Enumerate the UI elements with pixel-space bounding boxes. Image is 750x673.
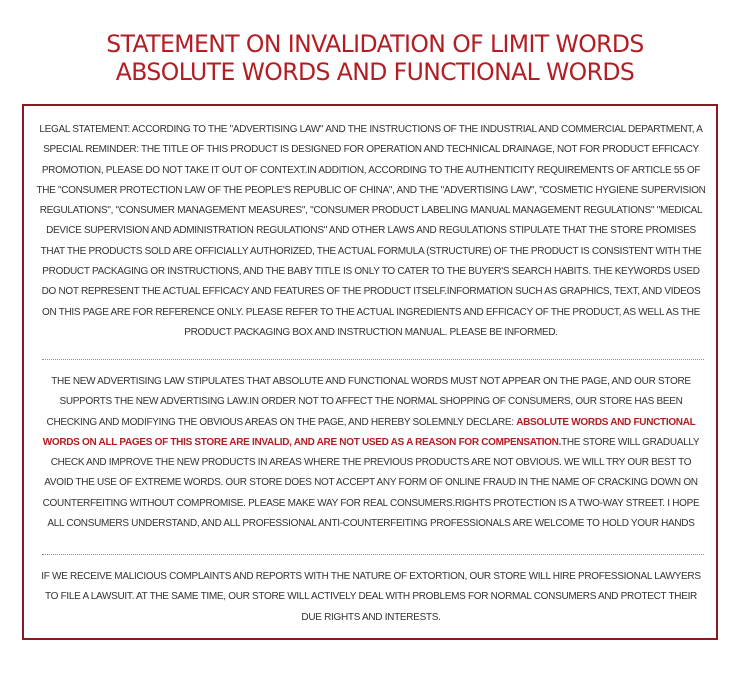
dotted-divider <box>42 359 704 360</box>
page-title-line-1: STATEMENT ON INVALIDATION OF LIMIT WORDS <box>106 30 644 58</box>
page-title-line-2: ABSOLUTE WORDS AND FUNCTIONAL WORDS <box>115 58 635 86</box>
page-title <box>8 30 743 86</box>
dotted-divider <box>42 554 704 555</box>
advertising-law-paragraph <box>36 372 706 534</box>
advertising-law-text-end: THE STORE WILL GRADUALLY CHECK AND IMPROVE THE NEW PRODUCTS IN AREAS WHERE THE PREVIOUS PRODUCTS ARE NOT OBVIOUS. WE WILL TRY OUR BEST TO AVOID THE USE OF EXTREME WORDS. OUR STORE DOES NOT ACCEPT ANY FORM OF ONLINE FRAUD IN THE NAME OF CRACKING DOWN ON COUNTERFEITING WITHOUT COMPROMISE. PLEASE MAKE WAY FOR REAL CONSUMERS.RIGHTS PROTECTION IS A TWO-WAY STREET. I HOPE ALL CONSUMERS UNDERSTAND, AND ALL PROFESSIONAL ANTI-COUNTERFEITING PROFESSIONALS ARE WELCOME TO HOLD YOUR HANDS <box>42 436 700 530</box>
statement-box <box>22 104 718 640</box>
malicious-complaints-paragraph: IF WE RECEIVE MALICIOUS COMPLAINTS AND REPORTS WITH THE NATURE OF EXTORTION, OUR STORE WILL HIRE PROFESSIONAL LAWYERS TO FILE A LAWSUIT. AT THE SAME TIME, OUR STORE WILL ACTIVELY DEAL WITH PROBLEMS FOR NORMAL CONSUMERS AND PROTECT THEIR DUE RIGHTS AND INTERESTS. <box>41 571 701 623</box>
invalid-words-highlight: ABSOLUTE WORDS AND FUNCTIONAL WORDS ON ALL PAGES OF THIS STORE ARE INVALID, AND ARE NOT USED AS A REASON FOR COMPENSATION. <box>42 416 696 448</box>
advertising-law-text-start: THE NEW ADVERTISING LAW STIPULATES THAT ABSOLUTE AND FUNCTIONAL WORDS MUST NOT APPEAR ON THE PAGE, AND OUR STORE SUPPORTS THE NEW ADVERTISING LAW.IN ORDER NOT TO AFFECT THE NORMAL SHOPPING OF CONSUMERS, OUR STORE HAS BEEN CHECKING AND MODIFYING THE OBVIOUS AREAS ON THE PAGE, AND HEREBY SOLEMNLY DECLARE: <box>46 376 691 428</box>
legal-statement-paragraph: LEGAL STATEMENT: ACCORDING TO THE "ADVERTISING LAW" AND THE INSTRUCTIONS OF THE INDUSTRIAL AND COMMERCIAL DEPARTMENT, A SPECIAL REMINDER: THE TITLE OF THIS PRODUCT IS DESIGNED FOR OPERATION AND TECHNICAL DRAINAGE, NOT FOR PRODUCT EFFICACY PROMOTION, PLEASE DO NOT TAKE IT OUT OF CONTEXT.IN ADDITION, ACCORDING TO THE AUTHENTICITY REQUIREMENTS OF ARTICLE 55 OF THE "CONSUMER PROTECTION LAW OF THE PEOPLE'S REPUBLIC OF CHINA", AND THE "ADVERTISING LAW", "COSMETIC HYGIENE SUPERVISION REGULATIONS", "CONSUMER MANAGEMENT MEASURES", "CONSUMER PRODUCT LABELING MANUAL MANAGEMENT REGULATIONS" "MEDICAL DEVICE SUPERVISION AND ADMINISTRATION REGULATIONS" AND OTHER LAWS AND REGULATIONS STIPULATE THAT THE STORE PROMISES THAT THE PRODUCTS SOLD ARE OFFICIALLY AUTHORIZED, THE ACTUAL FORMULA (STRUCTURE) OF THE PRODUCT IS CONSISTENT WITH THE PRODUCT PACKAGING OR INSTRUCTIONS, AND THE BABY TITLE IS ONLY TO CATER TO THE BUYER'S SEARCH HABITS. THE KEYWORDS USED DO NOT REPRESENT THE ACTUAL EFFICACY AND FEATURES OF THE PRODUCT ITSELF.INFORMATION SUCH AS GRAPHICS, TEXT, AND VIDEOS ON THIS PAGE ARE FOR REFERENCE ONLY. PLEASE REFER TO THE ACTUAL INGREDIENTS AND EFFICACY OF THE PRODUCT, AS WELL AS THE PRODUCT PACKAGING BOX AND INSTRUCTION MANUAL. PLEASE BE INFORMED. <box>36 124 706 338</box>
